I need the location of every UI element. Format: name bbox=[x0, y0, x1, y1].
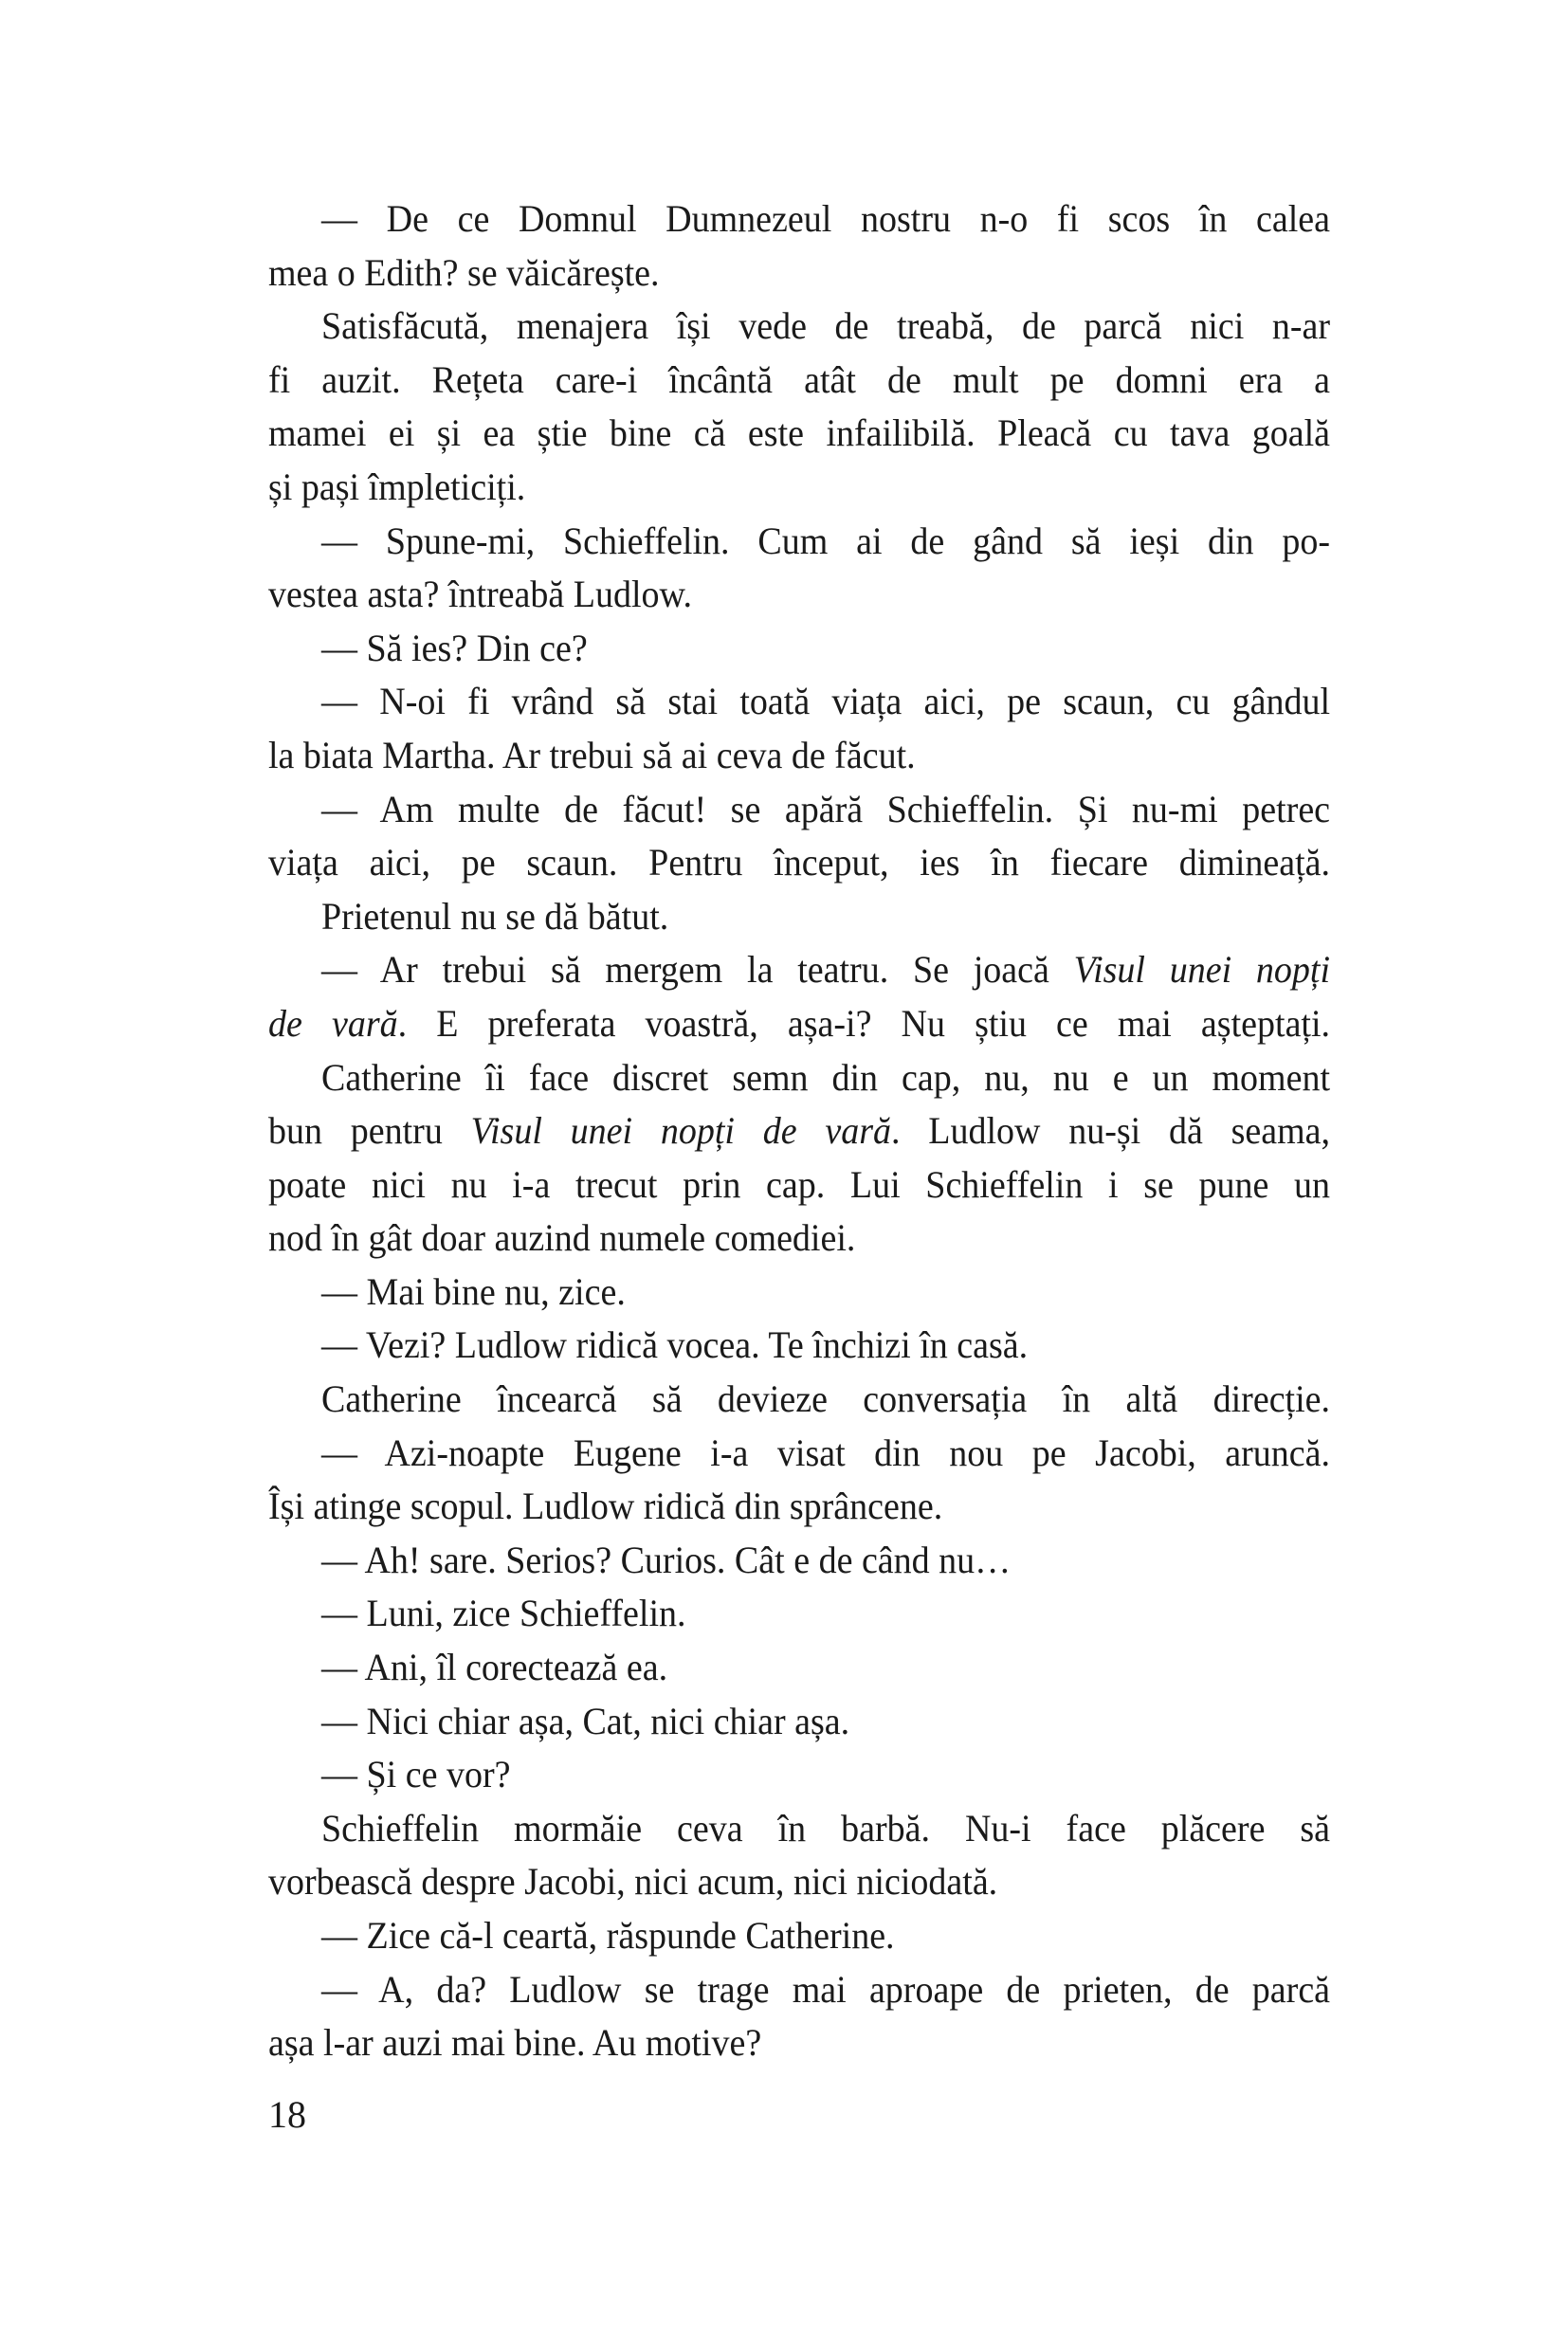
text-line bbox=[268, 1158, 1330, 1212]
text-line bbox=[268, 461, 1330, 515]
text-run: — Azi-noapte Eugene i-a visat din nou pe Jacobi, aruncă. bbox=[321, 1431, 1331, 1474]
text-run: — Și ce vor? bbox=[321, 1753, 511, 1796]
text-run: Catherine îi face discret semn din cap, nu, nu e un moment bbox=[321, 1055, 1331, 1099]
text-run: Satisfăcută, menajera își vede de treabă, de parcă nici n-ar bbox=[321, 304, 1331, 348]
text-line bbox=[268, 1373, 1330, 1427]
text-line bbox=[268, 997, 1330, 1051]
page-number: 18 bbox=[268, 2093, 306, 2136]
text-run: și pași împleticiți. bbox=[268, 465, 526, 508]
text-line bbox=[268, 1963, 1330, 2017]
text-line bbox=[268, 1427, 1330, 1481]
text-run: Catherine încearcă să devieze conversația în altă direcție. bbox=[321, 1377, 1331, 1421]
text-run: fi auzit. Rețeta care-i încântă atât de mult pe domni era a bbox=[268, 357, 1331, 401]
text-line bbox=[268, 568, 1330, 622]
text-run: Prietenul nu se dă bătut. bbox=[321, 894, 669, 938]
text-run: — A, da? Ludlow se trage mai aproape de prieten, de parcă bbox=[321, 1967, 1331, 2011]
text-line bbox=[268, 1695, 1330, 1749]
italic-text-run: Visul unei nopți de vară bbox=[470, 1109, 891, 1153]
text-line bbox=[268, 1587, 1330, 1641]
text-run: viața aici, pe scaun. Pentru început, ies în fiecare dimineață. bbox=[268, 841, 1331, 884]
text-line bbox=[268, 729, 1330, 783]
text-run: Schieffelin mormăie ceva în barbă. Nu-i face plăcere să bbox=[321, 1806, 1331, 1850]
text-line bbox=[268, 1855, 1330, 1909]
text-run: poate nici nu i-a trecut prin cap. Lui Schieffelin i se pune un bbox=[268, 1162, 1331, 1206]
text-line bbox=[268, 675, 1330, 729]
text-line bbox=[268, 622, 1330, 676]
text-line bbox=[268, 407, 1330, 461]
text-run: la biata Martha. Ar trebui să ai ceva de făcut. bbox=[268, 733, 916, 776]
text-line bbox=[268, 1480, 1330, 1534]
text-line bbox=[268, 192, 1330, 246]
text-run: așa l-ar auzi mai bine. Au motive? bbox=[268, 2021, 762, 2065]
text-run: vestea asta? întreabă Ludlow. bbox=[268, 573, 693, 616]
text-line bbox=[268, 1212, 1330, 1266]
text-run: mea o Edith? se văicărește. bbox=[268, 250, 660, 294]
text-run: — Să ies? Din ce? bbox=[321, 626, 588, 669]
text-run: — Luni, zice Schieffelin. bbox=[321, 1592, 686, 1635]
text-run: — Spune-mi, Schieffelin. Cum ai de gând să ieși din po- bbox=[321, 519, 1331, 562]
italic-text-run: Visul unei nopți bbox=[1073, 948, 1331, 992]
text-run: . E preferata voastră, așa-i? Nu știu ce mai așteptați. bbox=[397, 1001, 1331, 1045]
text-line bbox=[268, 1748, 1330, 1802]
text-line bbox=[268, 943, 1330, 997]
text-line bbox=[268, 515, 1330, 569]
text-line bbox=[268, 1266, 1330, 1320]
text-line bbox=[268, 1051, 1330, 1105]
text-run: nod în gât doar auzind numele comediei. bbox=[268, 1216, 856, 1260]
text-line bbox=[268, 1534, 1330, 1588]
text-run: — Zice că-l ceartă, răspunde Catherine. bbox=[321, 1914, 895, 1957]
text-line bbox=[268, 1909, 1330, 1963]
text-line bbox=[268, 783, 1330, 837]
text-run: bun pentru bbox=[268, 1109, 471, 1153]
text-run: — N-oi fi vrând să stai toată viața aici, pe scaun, cu gândul bbox=[321, 680, 1331, 723]
text-run: — Vezi? Ludlow ridică vocea. Te închizi în casă. bbox=[321, 1323, 1029, 1367]
text-line bbox=[268, 246, 1330, 301]
text-run: — Ani, îl corectează ea. bbox=[321, 1646, 668, 1689]
text-run: — Ah! sare. Serios? Curios. Cât e de când nu… bbox=[321, 1538, 1012, 1581]
body-text bbox=[268, 192, 1330, 2070]
text-run: — Am multe de făcut! se apără Schieffelin. Și nu-mi petrec bbox=[321, 787, 1331, 830]
text-run: — Ar trebui să mergem la teatru. Se joacă bbox=[321, 948, 1074, 992]
text-run: — De ce Domnul Dumnezeul nostru n-o fi scos în calea bbox=[321, 197, 1331, 240]
text-line bbox=[268, 354, 1330, 408]
text-line bbox=[268, 2016, 1330, 2070]
text-run: vorbească despre Jacobi, nici acum, nici niciodată. bbox=[268, 1860, 998, 1904]
italic-text-run: de vară bbox=[268, 1001, 398, 1045]
text-run: Își atinge scopul. Ludlow ridică din sprâncene. bbox=[268, 1485, 943, 1528]
text-line bbox=[268, 1641, 1330, 1695]
text-line bbox=[268, 1104, 1330, 1158]
text-line bbox=[268, 1319, 1330, 1373]
text-line bbox=[268, 1802, 1330, 1856]
text-line bbox=[268, 300, 1330, 354]
text-run: — Nici chiar așa, Cat, nici chiar așa. bbox=[321, 1699, 850, 1742]
text-line bbox=[268, 836, 1330, 890]
text-line bbox=[268, 890, 1330, 944]
text-run: . Ludlow nu-și dă seama, bbox=[890, 1109, 1331, 1153]
text-run: — Mai bine nu, zice. bbox=[321, 1269, 626, 1313]
text-run: mamei ei și ea știe bine că este infailibilă. Pleacă cu tava goală bbox=[268, 411, 1331, 455]
